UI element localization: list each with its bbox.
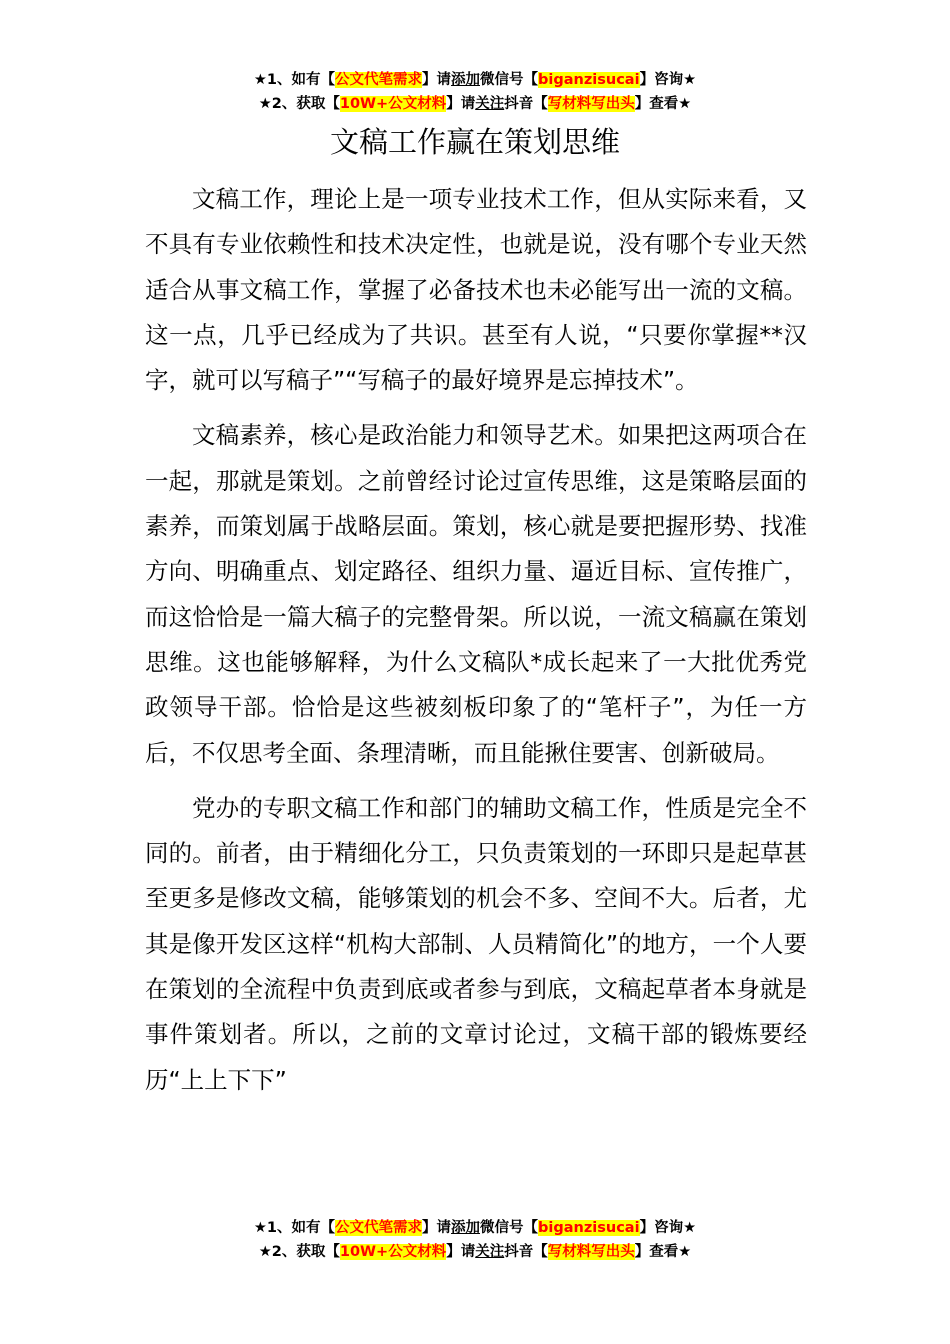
header-promo-banner bbox=[0, 68, 950, 116]
promo-text: 2、获取 bbox=[271, 1244, 326, 1260]
paragraph-2: 文稿素养，核心是政治能力和领导艺术。如果把这两项合在一起，那就是策划。之前曾经讨论过宣传思维，这是策略层面的素养，而策划属于战略层面。策划，核心就是要把握形势、找准方向、明确重点、划定路径、组织力量、逼近目标、宣传推广，而这恰恰是一篇大稿子的完整骨架。所以说，一流文稿赢在策划思维。这也能够解释，为什么文稿队*成长起来了一大批优秀党政领导干部。恰恰是这些被刻板印象了的“笔杆子”，为任一方后，不仅思考全面、条理清晰，而且能揪住要害、创新破局。 bbox=[145, 421, 807, 767]
promo-text: 请 bbox=[436, 1220, 452, 1236]
promo-highlight-materials: 10W+公文材料 bbox=[339, 1244, 447, 1260]
document-body bbox=[145, 177, 807, 1113]
paragraph-1: 文稿工作，理论上是一项专业技术工作，但从实际来看，又不具有专业依赖性和技术决定性，也就是说，没有哪个专业天然适合从事文稿工作，掌握了必备技术也未必能写出一流的文稿。这一点，几乎已经成为了共识。甚至有人说，“只要你掌握**汉字，就可以写稿子”“写稿子的最好境界是忘掉技术”。 bbox=[145, 185, 807, 395]
star-icon: ★ bbox=[683, 72, 697, 88]
bracket: 】 bbox=[634, 96, 650, 112]
promo-text: 抖音 bbox=[504, 96, 534, 112]
promo-text: 2、获取 bbox=[271, 96, 326, 112]
bracket: 【 bbox=[320, 1220, 336, 1236]
promo-line-2 bbox=[0, 1240, 950, 1264]
promo-line-2 bbox=[0, 92, 950, 116]
footer-promo-banner bbox=[0, 1216, 950, 1264]
promo-text: 查看 bbox=[649, 96, 679, 112]
promo-emphasis: 添加 bbox=[451, 1220, 481, 1236]
promo-text: 1、如有 bbox=[266, 72, 321, 88]
promo-text: 抖音 bbox=[504, 1244, 534, 1260]
promo-text: 请 bbox=[436, 72, 452, 88]
promo-highlight-service: 公文代笔需求 bbox=[335, 1220, 423, 1236]
bracket: 】 bbox=[639, 72, 655, 88]
promo-text: 1、如有 bbox=[266, 1220, 321, 1236]
star-icon: ★ bbox=[678, 1244, 692, 1260]
bracket: 【 bbox=[320, 72, 336, 88]
promo-highlight-douyin: 写材料写出头 bbox=[547, 96, 635, 112]
promo-line-1 bbox=[0, 1216, 950, 1240]
star-icon: ★ bbox=[683, 1220, 697, 1236]
star-icon: ★ bbox=[258, 96, 272, 112]
bracket: 】 bbox=[639, 1220, 655, 1236]
star-icon: ★ bbox=[253, 72, 267, 88]
bracket: 】 bbox=[422, 1220, 437, 1236]
star-icon: ★ bbox=[678, 96, 692, 112]
promo-highlight-wechat-id: biganzisucai bbox=[538, 1220, 640, 1236]
bracket: 】 bbox=[446, 1244, 461, 1260]
promo-emphasis: 关注 bbox=[475, 96, 505, 112]
bracket: 【 bbox=[523, 1220, 539, 1236]
promo-text: 微信号 bbox=[480, 72, 524, 88]
promo-text: 咨询 bbox=[654, 72, 684, 88]
bracket: 【 bbox=[533, 96, 548, 112]
promo-text: 咨询 bbox=[654, 1220, 684, 1236]
promo-emphasis: 添加 bbox=[451, 72, 481, 88]
document-title: 文稿工作赢在策划思维 bbox=[329, 125, 620, 159]
promo-highlight-wechat-id: biganzisucai bbox=[538, 72, 640, 88]
promo-text: 微信号 bbox=[480, 1220, 524, 1236]
promo-highlight-douyin: 写材料写出头 bbox=[547, 1244, 635, 1260]
promo-line-1 bbox=[0, 68, 950, 92]
bracket: 【 bbox=[523, 72, 539, 88]
promo-highlight-service: 公文代笔需求 bbox=[335, 72, 423, 88]
bracket: 】 bbox=[634, 1244, 650, 1260]
bracket: 】 bbox=[446, 96, 461, 112]
promo-text: 请 bbox=[460, 1244, 476, 1260]
bracket: 【 bbox=[325, 96, 340, 112]
paragraph-3: 党办的专职文稿工作和部门的辅助文稿工作，性质是完全不同的。前者，由于精细化分工，只负责策划的一环即只是起草甚至更多是修改文稿，能够策划的机会不多、空间不大。后者，尤其是像开发区这样“机构大部制、人员精简化”的地方，一个人要在策划的全流程中负责到底或者参与到底，文稿起草者本身就是事件策划者。所以，之前的文章讨论过，文稿干部的锻炼要经历“上上下下” bbox=[145, 793, 807, 1094]
star-icon: ★ bbox=[258, 1244, 272, 1260]
bracket: 【 bbox=[533, 1244, 548, 1260]
promo-text: 查看 bbox=[649, 1244, 679, 1260]
star-icon: ★ bbox=[253, 1220, 267, 1236]
promo-text: 请 bbox=[460, 96, 476, 112]
bracket: 【 bbox=[325, 1244, 340, 1260]
bracket: 】 bbox=[422, 72, 437, 88]
promo-emphasis: 关注 bbox=[475, 1244, 505, 1260]
promo-highlight-materials: 10W+公文材料 bbox=[339, 96, 447, 112]
